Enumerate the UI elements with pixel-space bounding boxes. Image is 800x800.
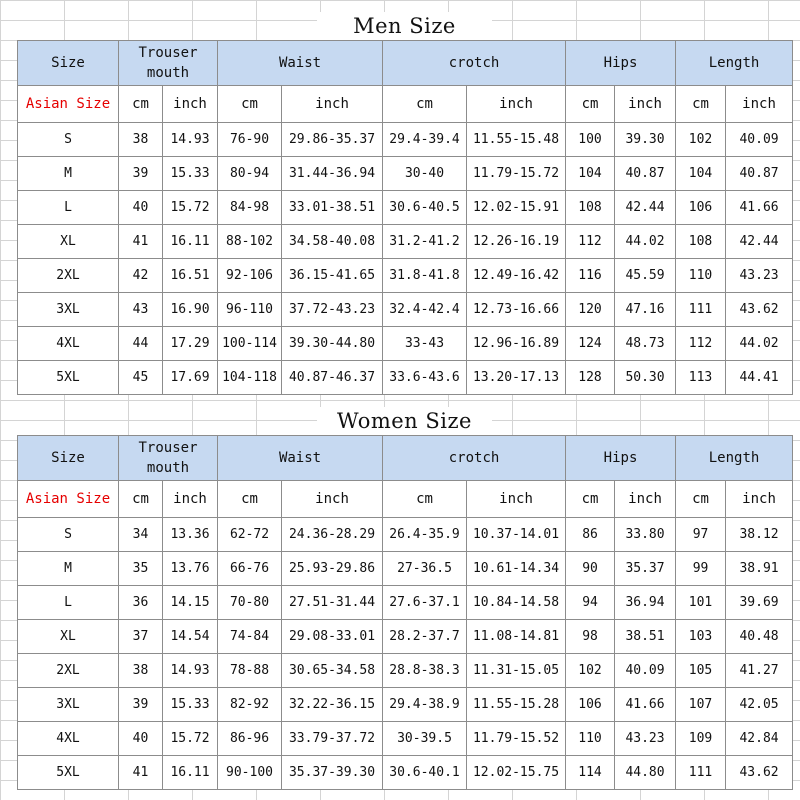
measurement-cell: 27-36.5 (383, 552, 467, 586)
measurement-cell: 31.2-41.2 (383, 225, 467, 259)
measurement-cell: 128 (566, 361, 615, 395)
size-row (18, 293, 793, 327)
measurement-cell: 16.11 (163, 756, 218, 790)
size-row (18, 361, 793, 395)
men-table-body (18, 41, 793, 395)
unit-label: cm (119, 86, 163, 123)
measurement-cell: 88-102 (218, 225, 282, 259)
measurement-cell: 11.08-14.81 (467, 620, 566, 654)
measurement-cell: 24.36-28.29 (282, 518, 383, 552)
header-crotch: crotch (383, 436, 566, 481)
unit-label: cm (676, 481, 726, 518)
header-crotch: crotch (383, 41, 566, 86)
measurement-cell: 40.87-46.37 (282, 361, 383, 395)
measurement-cell: 38 (119, 654, 163, 688)
unit-label: inch (282, 86, 383, 123)
measurement-cell: 99 (676, 552, 726, 586)
measurement-cell: 113 (676, 361, 726, 395)
measurement-cell: 82-92 (218, 688, 282, 722)
header-size: Size (18, 436, 119, 481)
size-label: M (18, 552, 119, 586)
measurement-cell: 33.80 (615, 518, 676, 552)
measurement-cell: 34 (119, 518, 163, 552)
measurement-cell: 15.72 (163, 722, 218, 756)
header-row (18, 436, 793, 481)
measurement-cell: 108 (676, 225, 726, 259)
measurement-cell: 98 (566, 620, 615, 654)
measurement-cell: 100-114 (218, 327, 282, 361)
size-row (18, 191, 793, 225)
measurement-cell: 42.44 (726, 225, 793, 259)
measurement-cell: 86-96 (218, 722, 282, 756)
measurement-cell: 74-84 (218, 620, 282, 654)
measurement-cell: 105 (676, 654, 726, 688)
size-label: 3XL (18, 688, 119, 722)
measurement-cell: 104-118 (218, 361, 282, 395)
measurement-cell: 17.29 (163, 327, 218, 361)
measurement-cell: 39 (119, 157, 163, 191)
measurement-cell: 16.11 (163, 225, 218, 259)
measurement-cell: 14.54 (163, 620, 218, 654)
header-trouser-mouth: Trouser mouth (119, 436, 218, 481)
measurement-cell: 40.09 (615, 654, 676, 688)
measurement-cell: 30-40 (383, 157, 467, 191)
measurement-cell: 42.44 (615, 191, 676, 225)
size-label: 5XL (18, 756, 119, 790)
size-row (18, 654, 793, 688)
measurement-cell: 48.73 (615, 327, 676, 361)
measurement-cell: 37 (119, 620, 163, 654)
unit-label: cm (383, 481, 467, 518)
measurement-cell: 44.02 (615, 225, 676, 259)
unit-label: cm (218, 86, 282, 123)
measurement-cell: 111 (676, 293, 726, 327)
size-label: L (18, 191, 119, 225)
measurement-cell: 28.2-37.7 (383, 620, 467, 654)
size-row (18, 552, 793, 586)
size-label: S (18, 123, 119, 157)
measurement-cell: 114 (566, 756, 615, 790)
measurement-cell: 25.93-29.86 (282, 552, 383, 586)
unit-label: cm (119, 481, 163, 518)
men-size-section (17, 12, 792, 395)
measurement-cell: 44.02 (726, 327, 793, 361)
measurement-cell: 12.96-16.89 (467, 327, 566, 361)
measurement-cell: 29.4-39.4 (383, 123, 467, 157)
size-row (18, 620, 793, 654)
size-label: 4XL (18, 327, 119, 361)
measurement-cell: 35.37 (615, 552, 676, 586)
measurement-cell: 13.76 (163, 552, 218, 586)
measurement-cell: 27.6-37.1 (383, 586, 467, 620)
unit-label: inch (615, 86, 676, 123)
measurement-cell: 39 (119, 688, 163, 722)
size-row (18, 123, 793, 157)
measurement-cell: 15.33 (163, 688, 218, 722)
measurement-cell: 30.65-34.58 (282, 654, 383, 688)
measurement-cell: 80-94 (218, 157, 282, 191)
measurement-cell: 104 (566, 157, 615, 191)
measurement-cell: 11.31-15.05 (467, 654, 566, 688)
measurement-cell: 41.66 (615, 688, 676, 722)
size-label: L (18, 586, 119, 620)
measurement-cell: 94 (566, 586, 615, 620)
measurement-cell: 90-100 (218, 756, 282, 790)
measurement-cell: 27.51-31.44 (282, 586, 383, 620)
header-hips: Hips (566, 41, 676, 86)
asian-size-label: Asian Size (18, 86, 119, 123)
header-waist: Waist (218, 41, 383, 86)
measurement-cell: 12.49-16.42 (467, 259, 566, 293)
measurement-cell: 14.93 (163, 123, 218, 157)
measurement-cell: 90 (566, 552, 615, 586)
measurement-cell: 13.20-17.13 (467, 361, 566, 395)
unit-label: cm (383, 86, 467, 123)
measurement-cell: 120 (566, 293, 615, 327)
measurement-cell: 97 (676, 518, 726, 552)
measurement-cell: 12.02-15.91 (467, 191, 566, 225)
size-label: M (18, 157, 119, 191)
measurement-cell: 29.86-35.37 (282, 123, 383, 157)
size-label: 3XL (18, 293, 119, 327)
measurement-cell: 32.22-36.15 (282, 688, 383, 722)
measurement-cell: 12.26-16.19 (467, 225, 566, 259)
measurement-cell: 16.90 (163, 293, 218, 327)
measurement-cell: 78-88 (218, 654, 282, 688)
measurement-cell: 36.94 (615, 586, 676, 620)
unit-label: cm (218, 481, 282, 518)
measurement-cell: 39.69 (726, 586, 793, 620)
measurement-cell: 102 (676, 123, 726, 157)
measurement-cell: 30.6-40.5 (383, 191, 467, 225)
unit-label: inch (726, 481, 793, 518)
size-row (18, 327, 793, 361)
measurement-cell: 66-76 (218, 552, 282, 586)
measurement-cell: 30-39.5 (383, 722, 467, 756)
size-row (18, 722, 793, 756)
measurement-cell: 11.79-15.72 (467, 157, 566, 191)
measurement-cell: 104 (676, 157, 726, 191)
measurement-cell: 38.12 (726, 518, 793, 552)
unit-label: inch (282, 481, 383, 518)
measurement-cell: 112 (566, 225, 615, 259)
measurement-cell: 35 (119, 552, 163, 586)
measurement-cell: 42.84 (726, 722, 793, 756)
measurement-cell: 31.8-41.8 (383, 259, 467, 293)
measurement-cell: 76-90 (218, 123, 282, 157)
measurement-cell: 38 (119, 123, 163, 157)
measurement-cell: 106 (566, 688, 615, 722)
measurement-cell: 14.93 (163, 654, 218, 688)
measurement-cell: 109 (676, 722, 726, 756)
measurement-cell: 41 (119, 225, 163, 259)
measurement-cell: 101 (676, 586, 726, 620)
measurement-cell: 86 (566, 518, 615, 552)
measurement-cell: 40 (119, 191, 163, 225)
measurement-cell: 103 (676, 620, 726, 654)
unit-label: cm (566, 481, 615, 518)
measurement-cell: 11.79-15.52 (467, 722, 566, 756)
size-label: XL (18, 620, 119, 654)
size-row (18, 518, 793, 552)
unit-label: cm (676, 86, 726, 123)
unit-label: inch (467, 481, 566, 518)
measurement-cell: 31.44-36.94 (282, 157, 383, 191)
measurement-cell: 45.59 (615, 259, 676, 293)
measurement-cell: 39.30 (615, 123, 676, 157)
size-label: XL (18, 225, 119, 259)
measurement-cell: 11.55-15.48 (467, 123, 566, 157)
women-size-section (17, 407, 792, 790)
measurement-cell: 110 (676, 259, 726, 293)
measurement-cell: 42 (119, 259, 163, 293)
size-label: 5XL (18, 361, 119, 395)
women-size-table (17, 435, 793, 790)
unit-label: inch (615, 481, 676, 518)
measurement-cell: 43 (119, 293, 163, 327)
measurement-cell: 40.48 (726, 620, 793, 654)
measurement-cell: 108 (566, 191, 615, 225)
header-hips: Hips (566, 436, 676, 481)
measurement-cell: 41 (119, 756, 163, 790)
header-trouser-mouth: Trouser mouth (119, 41, 218, 86)
measurement-cell: 47.16 (615, 293, 676, 327)
header-waist: Waist (218, 436, 383, 481)
header-size: Size (18, 41, 119, 86)
measurement-cell: 84-98 (218, 191, 282, 225)
measurement-cell: 43.23 (726, 259, 793, 293)
units-row (18, 86, 793, 123)
measurement-cell: 40 (119, 722, 163, 756)
measurement-cell: 70-80 (218, 586, 282, 620)
measurement-cell: 17.69 (163, 361, 218, 395)
unit-label: inch (726, 86, 793, 123)
size-row (18, 157, 793, 191)
measurement-cell: 13.36 (163, 518, 218, 552)
units-row (18, 481, 793, 518)
measurement-cell: 111 (676, 756, 726, 790)
header-length: Length (676, 436, 793, 481)
measurement-cell: 32.4-42.4 (383, 293, 467, 327)
size-row (18, 586, 793, 620)
unit-label: inch (467, 86, 566, 123)
measurement-cell: 50.30 (615, 361, 676, 395)
measurement-cell: 96-110 (218, 293, 282, 327)
measurement-cell: 40.87 (726, 157, 793, 191)
size-label: 4XL (18, 722, 119, 756)
measurement-cell: 110 (566, 722, 615, 756)
measurement-cell: 40.87 (615, 157, 676, 191)
measurement-cell: 10.61-14.34 (467, 552, 566, 586)
measurement-cell: 33.01-38.51 (282, 191, 383, 225)
measurement-cell: 45 (119, 361, 163, 395)
measurement-cell: 43.62 (726, 293, 793, 327)
size-label: 2XL (18, 654, 119, 688)
measurement-cell: 112 (676, 327, 726, 361)
men-size-title: Men Size (317, 12, 492, 40)
measurement-cell: 29.4-38.9 (383, 688, 467, 722)
measurement-cell: 43.62 (726, 756, 793, 790)
measurement-cell: 29.08-33.01 (282, 620, 383, 654)
measurement-cell: 26.4-35.9 (383, 518, 467, 552)
measurement-cell: 124 (566, 327, 615, 361)
measurement-cell: 33.79-37.72 (282, 722, 383, 756)
measurement-cell: 15.72 (163, 191, 218, 225)
measurement-cell: 92-106 (218, 259, 282, 293)
measurement-cell: 34.58-40.08 (282, 225, 383, 259)
unit-label: inch (163, 481, 218, 518)
measurement-cell: 35.37-39.30 (282, 756, 383, 790)
header-length: Length (676, 41, 793, 86)
measurement-cell: 12.73-16.66 (467, 293, 566, 327)
measurement-cell: 38.51 (615, 620, 676, 654)
measurement-cell: 107 (676, 688, 726, 722)
measurement-cell: 38.91 (726, 552, 793, 586)
measurement-cell: 37.72-43.23 (282, 293, 383, 327)
measurement-cell: 28.8-38.3 (383, 654, 467, 688)
measurement-cell: 42.05 (726, 688, 793, 722)
size-row (18, 688, 793, 722)
measurement-cell: 33.6-43.6 (383, 361, 467, 395)
size-label: S (18, 518, 119, 552)
measurement-cell: 44.80 (615, 756, 676, 790)
measurement-cell: 11.55-15.28 (467, 688, 566, 722)
measurement-cell: 12.02-15.75 (467, 756, 566, 790)
measurement-cell: 14.15 (163, 586, 218, 620)
measurement-cell: 44 (119, 327, 163, 361)
unit-label: cm (566, 86, 615, 123)
measurement-cell: 44.41 (726, 361, 793, 395)
measurement-cell: 41.66 (726, 191, 793, 225)
size-label: 2XL (18, 259, 119, 293)
measurement-cell: 33-43 (383, 327, 467, 361)
measurement-cell: 100 (566, 123, 615, 157)
women-size-title: Women Size (317, 407, 492, 435)
measurement-cell: 116 (566, 259, 615, 293)
asian-size-label: Asian Size (18, 481, 119, 518)
measurement-cell: 36 (119, 586, 163, 620)
measurement-cell: 39.30-44.80 (282, 327, 383, 361)
men-size-table (17, 40, 793, 395)
measurement-cell: 106 (676, 191, 726, 225)
measurement-cell: 30.6-40.1 (383, 756, 467, 790)
unit-label: inch (163, 86, 218, 123)
measurement-cell: 62-72 (218, 518, 282, 552)
measurement-cell: 15.33 (163, 157, 218, 191)
measurement-cell: 16.51 (163, 259, 218, 293)
measurement-cell: 10.37-14.01 (467, 518, 566, 552)
measurement-cell: 41.27 (726, 654, 793, 688)
size-row (18, 259, 793, 293)
measurement-cell: 40.09 (726, 123, 793, 157)
women-table-body (18, 436, 793, 790)
size-row (18, 225, 793, 259)
measurement-cell: 43.23 (615, 722, 676, 756)
measurement-cell: 36.15-41.65 (282, 259, 383, 293)
size-row (18, 756, 793, 790)
measurement-cell: 10.84-14.58 (467, 586, 566, 620)
measurement-cell: 102 (566, 654, 615, 688)
header-row (18, 41, 793, 86)
